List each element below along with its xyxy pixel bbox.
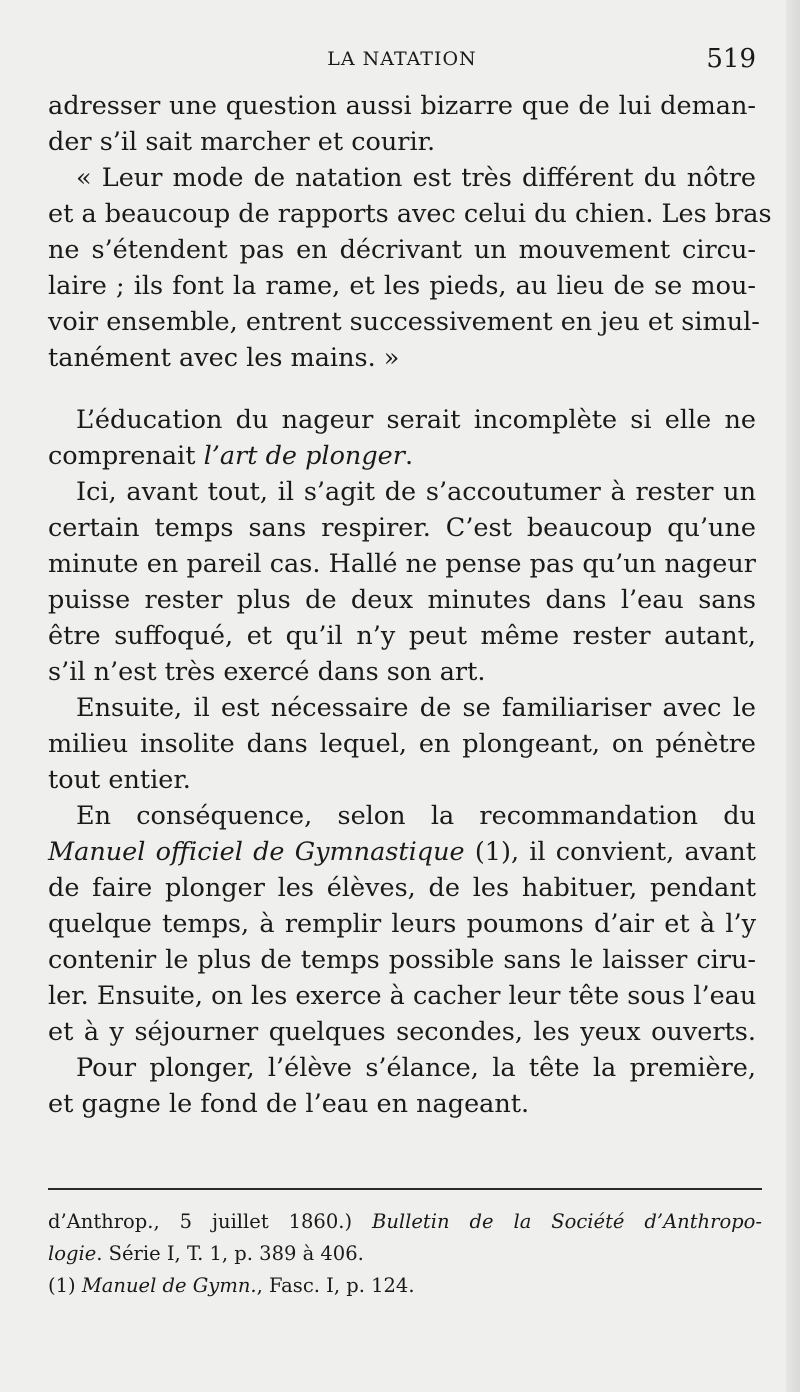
text-line: tout entier. <box>48 765 191 795</box>
italic-title: Bulletin de la Société d’Anthropo- <box>372 1210 762 1233</box>
text-line: quelque temps, à remplir leurs poumons d’air et à l’y <box>48 909 756 939</box>
text-line: s’il n’est très exercé dans son art. <box>48 657 486 687</box>
text-run: comprenait <box>48 441 204 471</box>
text-line: ne s’étendent pas en décrivant un mouvement circu- <box>48 235 756 265</box>
text-line: et a beaucoup de rapports avec celui du chien. Les bras <box>48 199 772 229</box>
text-line: contenir le plus de temps possible sans le laisser ciru- <box>48 945 756 975</box>
text-line: En conséquence, selon la recommandation du <box>76 801 756 831</box>
text-line: milieu insolite dans lequel, en plongeant, on pénètre <box>48 729 756 759</box>
text-run: (1), il convient, avant <box>464 837 756 867</box>
italic-title: Manuel officiel de Gymnastique <box>48 837 465 867</box>
text-line <box>48 834 756 870</box>
text-line: Ensuite, il est nécessaire de se familiariser avec le <box>76 693 756 723</box>
text-line: voir ensemble, entrent successivement en jeu et simul- <box>48 307 760 337</box>
text-line: Ici, avant tout, il s’agit de s’accoutumer à rester un <box>76 477 756 507</box>
page-edge-shadow <box>786 0 800 1392</box>
text-line: et gagne le fond de l’eau en nageant. <box>48 1089 530 1119</box>
text-line: adresser une question aussi bizarre que de lui deman- <box>48 91 756 121</box>
text-line: ler. Ensuite, on les exerce à cacher leur tête sous l’eau <box>48 981 757 1011</box>
page-number: 519 <box>706 44 756 74</box>
footnote-line <box>48 1238 762 1270</box>
text-line: être suffoqué, et qu’il n’y peut même rester autant, <box>48 621 756 651</box>
text-line: et à y séjourner quelques secondes, les yeux ouverts. <box>48 1017 756 1047</box>
text-line: L’éducation du nageur serait incomplète si elle ne <box>76 405 756 435</box>
text-run: d’Anthrop., 5 juillet 1860.) <box>48 1210 372 1233</box>
italic-title: Manuel de Gymn. <box>81 1274 257 1297</box>
text-line: puisse rester plus de deux minutes dans l’eau sans <box>48 585 756 615</box>
text-line: tanément avec les mains. » <box>48 343 400 373</box>
text-run: , Fasc. I, p. 124. <box>256 1274 415 1297</box>
text-line: Pour plonger, l’élève s’élance, la tête la première, <box>76 1053 756 1083</box>
text-line: « Leur mode de natation est très différent du nôtre <box>76 163 756 193</box>
paragraph-gap <box>48 376 756 402</box>
italic-title: l’art de plonger <box>203 441 405 471</box>
footnote-marker: (1) <box>48 1274 82 1297</box>
text-run: . <box>404 441 414 471</box>
text-run: . Série I, T. 1, p. 389 à 406. <box>96 1242 364 1265</box>
text-line: de faire plonger les élèves, de les habituer, pendant <box>48 873 756 903</box>
body-text <box>48 88 772 1122</box>
text-line: der s’il sait marcher et courir. <box>48 127 436 157</box>
italic-title: logie <box>48 1242 97 1265</box>
text-line: laire ; ils font la rame, et les pieds, au lieu de se mou- <box>48 271 756 301</box>
footnote-line <box>48 1206 762 1238</box>
footnote-line <box>48 1270 762 1302</box>
text-line <box>48 438 756 474</box>
text-line: certain temps sans respirer. C’est beaucoup qu’une <box>48 513 756 543</box>
page-header <box>48 44 756 80</box>
footnote-rule <box>48 1188 762 1190</box>
text-line: minute en pareil cas. Hallé ne pense pas qu’un nageur <box>48 549 756 579</box>
running-head: LA NATATION <box>327 48 477 70</box>
footnotes <box>48 1206 762 1302</box>
